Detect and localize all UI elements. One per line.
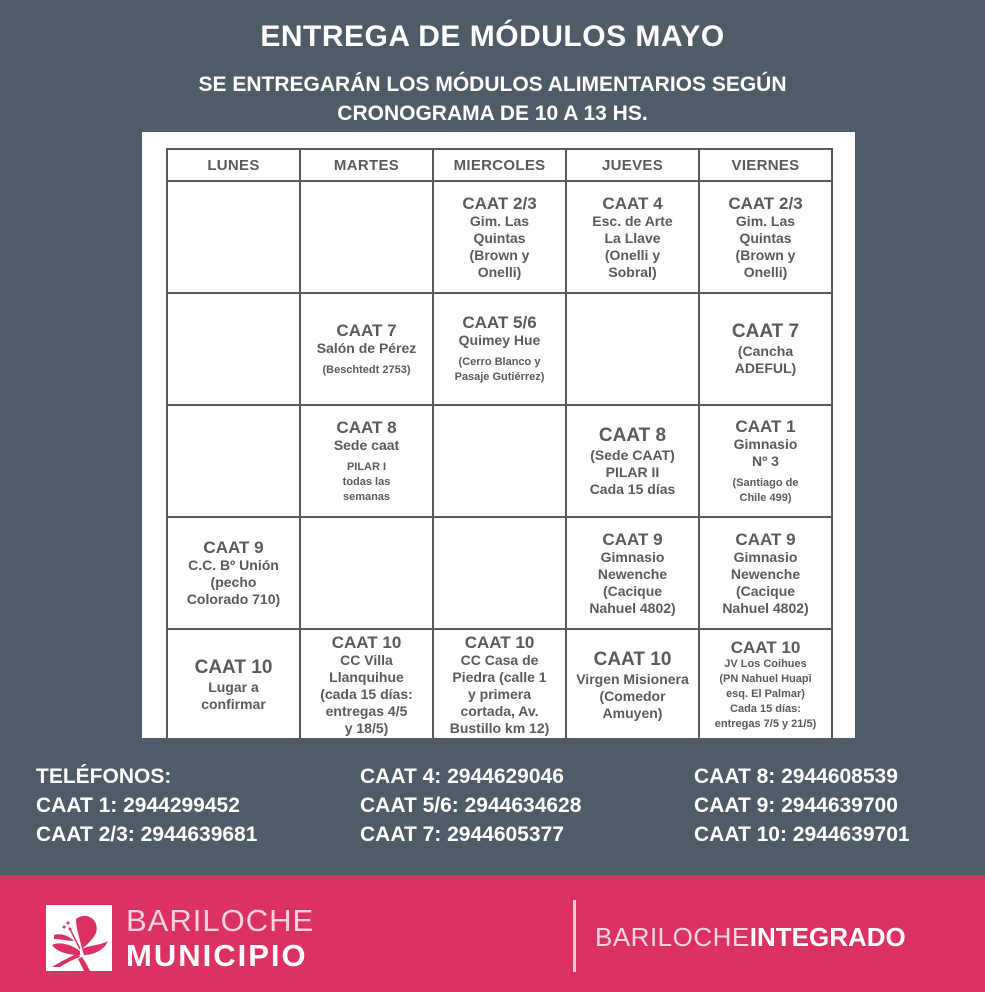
bariloche-integrado-logo <box>595 922 906 953</box>
cell-line: (Onelli y <box>604 246 661 263</box>
phones-column-1 <box>36 762 257 849</box>
schedule-cell-martes <box>300 181 433 293</box>
lily-flower-icon <box>46 905 112 971</box>
cell-line: Quimey Hue <box>458 332 541 348</box>
schedule-cell-miercoles <box>433 629 566 741</box>
table-row <box>167 629 832 741</box>
cell-line: Amuyen) <box>602 704 663 721</box>
phones-column-2 <box>360 762 581 849</box>
cell-line: C.C. Bº Unión <box>188 557 279 573</box>
cell-line: Nahuel 4802) <box>722 599 809 616</box>
cell-title: CAAT 8 <box>598 424 667 446</box>
column-header-viernes: VIERNES <box>699 149 832 181</box>
cell-line: y primera <box>467 686 532 702</box>
table-header-row <box>167 149 832 181</box>
cell-line: Gim. Las <box>469 212 530 229</box>
cell-title: CAAT 10 <box>194 657 273 678</box>
cell-line: (Brown y <box>469 246 530 263</box>
cell-line: PILAR II <box>605 463 660 480</box>
cell-line: Gimnasio <box>733 435 798 452</box>
phone-entry: CAAT 9: 2944639700 <box>694 794 898 817</box>
cell-title: CAAT 10 <box>593 648 672 670</box>
cell-line: Piedra (calle 1 <box>452 669 547 685</box>
cell-line: (cada 15 días: <box>320 686 413 702</box>
cell-note: Pasaje Gutiérrez) <box>454 371 545 383</box>
schedule-cell-jueves <box>566 405 699 517</box>
cell-line: (Sede CAAT) <box>590 446 675 463</box>
table-row <box>167 405 832 517</box>
phone-entry: CAAT 2/3: 2944639681 <box>36 823 258 846</box>
cell-line: (Cacique <box>602 582 663 599</box>
schedule-cell-martes <box>300 517 433 629</box>
schedule-cell-martes <box>300 629 433 741</box>
schedule-cell-martes <box>300 405 433 517</box>
schedule-cell-viernes <box>699 405 832 517</box>
cell-line: Salón de Pérez <box>316 339 417 356</box>
cell-line: CC Casa de <box>460 652 539 668</box>
cell-note: JV Los Coihues <box>724 658 807 670</box>
cell-line: Quintas <box>739 229 792 246</box>
table-row <box>167 181 832 293</box>
cell-line: (Brown y <box>735 246 796 263</box>
schedule-cell-miercoles <box>433 181 566 293</box>
schedule-cell-lunes <box>167 181 300 293</box>
cell-line: Sede caat <box>333 436 400 453</box>
phone-entry: CAAT 5/6: 2944634628 <box>360 794 582 817</box>
cell-line: Onelli) <box>743 263 788 280</box>
table-row <box>167 293 832 405</box>
cell-title: CAAT 7 <box>731 321 800 342</box>
page-title: ENTREGA DE MÓDULOS MAYO <box>260 20 725 53</box>
cell-line: Bustillo km 12) <box>449 720 550 736</box>
subtitle-line-2: CRONOGRAMA DE 10 A 13 HS. <box>337 102 648 125</box>
column-header-jueves: JUEVES <box>566 149 699 181</box>
column-header-martes: MARTES <box>300 149 433 181</box>
cell-title: CAAT 9 <box>203 538 264 557</box>
schedule-cell-miercoles <box>433 405 566 517</box>
cell-line: Onelli) <box>477 263 522 280</box>
cell-title: CAAT 7 <box>336 320 397 340</box>
schedule-cell-miercoles <box>433 293 566 405</box>
footer-divider <box>573 900 576 972</box>
cell-title: CAAT 1 <box>735 416 796 436</box>
cell-line: Nº 3 <box>752 452 779 469</box>
phone-entry: CAAT 1: 2944299452 <box>36 794 240 817</box>
cell-line: La Llave <box>604 229 661 246</box>
page-subtitle <box>0 70 985 128</box>
schedule-cell-lunes <box>167 517 300 629</box>
phones-column-3 <box>694 762 910 849</box>
cell-title: CAAT 2/3 <box>462 193 537 213</box>
phones-heading: TELÉFONOS: <box>36 765 172 788</box>
cell-note: entregas 7/5 y 21/5) <box>714 718 817 730</box>
cell-line: (Cacique <box>735 582 796 599</box>
cell-title: CAAT 9 <box>602 529 663 549</box>
cell-line: CC Villa <box>340 652 393 668</box>
subtitle-line-1: SE ENTREGARÁN LOS MÓDULOS ALIMENTARIOS SEGÚN <box>198 73 787 96</box>
schedule-table <box>166 148 833 742</box>
phone-entry: CAAT 10: 2944639701 <box>694 823 910 846</box>
cell-line: Newenche <box>597 565 668 582</box>
cell-line: Virgen Misionera <box>576 670 689 687</box>
cell-note: (Beschtedt 2753) <box>322 363 411 376</box>
cell-line: entregas 4/5 <box>325 703 408 719</box>
cell-line: (pecho <box>210 574 257 590</box>
cell-line: (Comedor <box>599 687 666 704</box>
schedule-cell-jueves <box>566 293 699 405</box>
cell-line: confirmar <box>201 696 266 712</box>
cell-line: Llanquihue <box>329 669 404 685</box>
schedule-cell-martes <box>300 293 433 405</box>
cell-line: ADEFUL) <box>734 360 797 376</box>
schedule-cell-viernes <box>699 629 832 741</box>
cell-line: Quintas <box>473 229 526 246</box>
cell-line: Esc. de Arte <box>592 212 673 229</box>
cell-note: Cada 15 días: <box>730 703 801 715</box>
cell-note: PILAR I <box>346 460 387 473</box>
column-header-miercoles: MIERCOLES <box>433 149 566 181</box>
cell-note: (Santiago de <box>732 476 799 489</box>
cell-title: CAAT 10 <box>464 633 535 652</box>
cell-line: Lugar a <box>208 679 259 695</box>
cell-note: Chile 499) <box>739 491 792 504</box>
schedule-cell-lunes <box>167 405 300 517</box>
cell-line: (Cancha <box>737 343 794 359</box>
cell-title: CAAT 2/3 <box>728 193 803 213</box>
column-header-lunes: LUNES <box>167 149 300 181</box>
schedule-cell-jueves <box>566 517 699 629</box>
schedule-cell-lunes <box>167 629 300 741</box>
phone-entry: CAAT 8: 2944608539 <box>694 765 898 788</box>
schedule-cell-lunes <box>167 293 300 405</box>
cell-note: (Cerro Blanco y <box>458 356 541 368</box>
cell-title: CAAT 4 <box>602 193 663 213</box>
integrado-light-text: BARILOCHE <box>595 922 750 952</box>
footer-bar <box>0 875 985 992</box>
brand-bariloche: BARILOCHE <box>126 903 315 938</box>
cell-line: Sobral) <box>608 263 657 280</box>
cell-line: Colorado 710) <box>186 591 281 607</box>
cell-title: CAAT 10 <box>331 633 402 652</box>
schedule-card <box>142 132 855 738</box>
brand-municipio: MUNICIPIO <box>126 938 308 973</box>
cell-title: CAAT 10 <box>730 638 801 657</box>
table-row <box>167 517 832 629</box>
cell-line: Gim. Las <box>735 212 796 229</box>
cell-line: Nahuel 4802) <box>589 599 676 616</box>
cell-line: Gimnasio <box>600 548 665 565</box>
cell-line: y 18/5) <box>344 720 389 736</box>
schedule-cell-jueves <box>566 629 699 741</box>
phone-entry: CAAT 7: 2944605377 <box>360 823 564 846</box>
schedule-cell-viernes <box>699 517 832 629</box>
schedule-cell-viernes <box>699 181 832 293</box>
schedule-cell-viernes <box>699 293 832 405</box>
cell-note: esq. El Palmar) <box>726 688 805 700</box>
schedule-cell-miercoles <box>433 517 566 629</box>
cell-title: CAAT 8 <box>336 417 397 437</box>
cell-title: CAAT 5/6 <box>462 313 537 332</box>
cell-note: (PN Nahuel Huapi <box>719 673 812 685</box>
cell-note: semanas <box>342 490 391 503</box>
cell-line: cortada, Av. <box>460 703 539 719</box>
cell-line: Gimnasio <box>733 548 798 565</box>
cell-note: todas las <box>342 475 391 488</box>
schedule-cell-jueves <box>566 181 699 293</box>
integrado-bold-text: INTEGRADO <box>749 922 906 952</box>
phone-entry: CAAT 4: 2944629046 <box>360 765 564 788</box>
cell-line: Newenche <box>730 565 801 582</box>
cell-title: CAAT 9 <box>735 529 796 549</box>
cell-line: Cada 15 días <box>589 480 676 497</box>
